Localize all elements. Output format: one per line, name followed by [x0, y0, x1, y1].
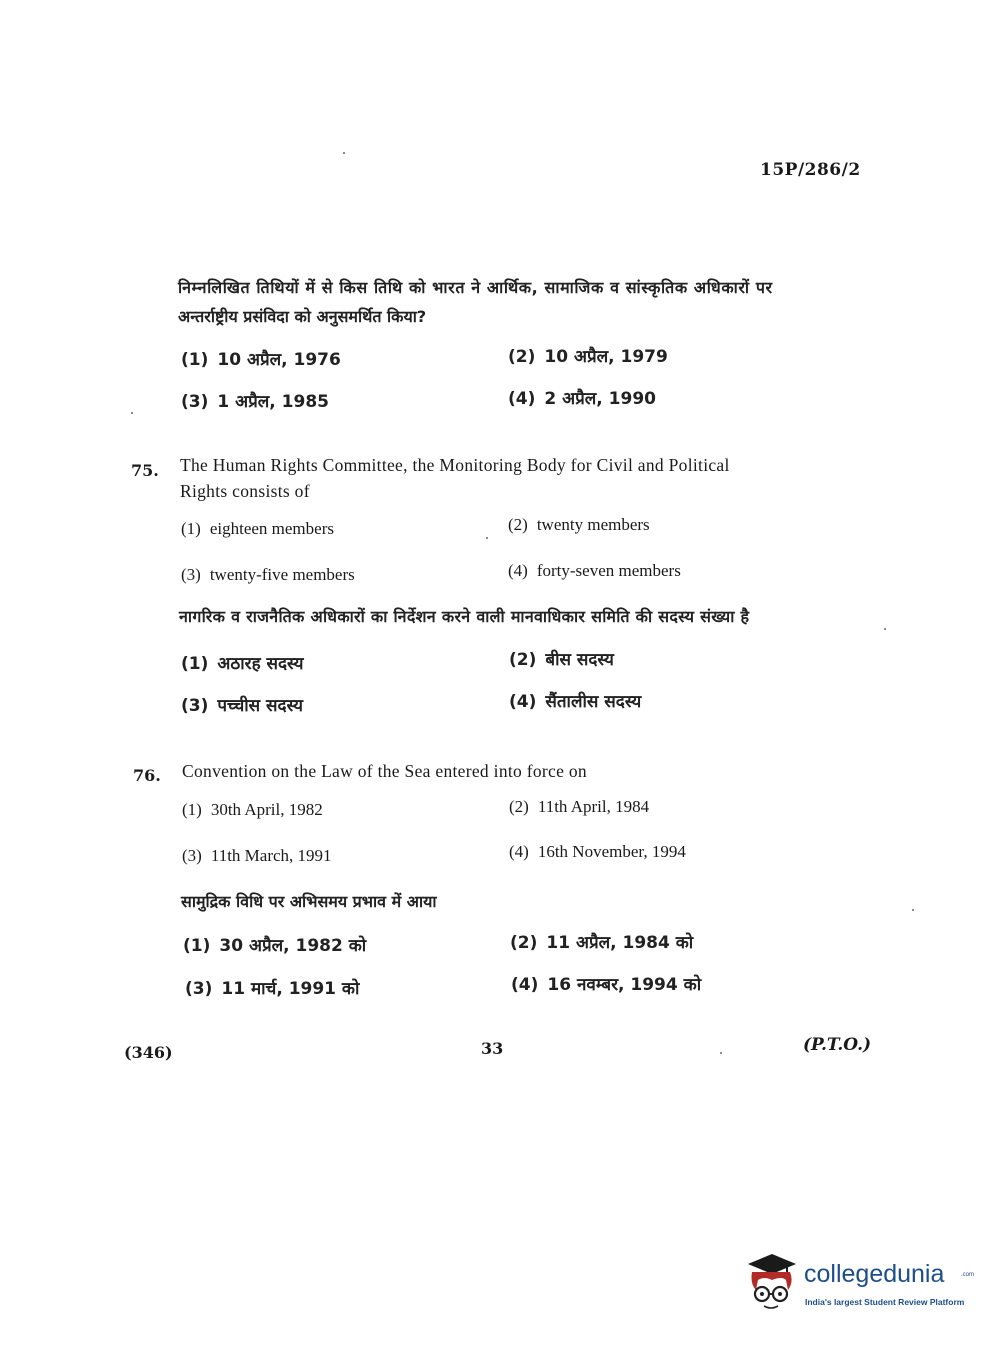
scan-speck — [486, 537, 488, 539]
scan-speck — [131, 412, 133, 414]
scan-speck — [720, 1052, 722, 1054]
q75-number: 75. — [131, 461, 159, 480]
q74-option-3: (3) 1 अप्रैल, 1985 — [181, 392, 329, 412]
q75-hindi-option-3: (3) पच्चीस सदस्य — [181, 696, 304, 716]
pto-marker: (P.T.O.) — [803, 1035, 872, 1055]
mascot-icon — [742, 1250, 800, 1312]
q76-number: 76. — [133, 766, 161, 785]
q76-option-3: (3) 11th March, 1991 — [182, 846, 332, 865]
scan-speck — [343, 152, 345, 154]
logo-domain: .com — [961, 1272, 975, 1278]
q74-option-1: (1) 10 अप्रैल, 1976 — [181, 350, 341, 370]
logo-wordmark: collegedunia — [804, 1260, 945, 1288]
scan-speck — [912, 909, 914, 911]
q74-hindi-line-2: अन्तर्राष्ट्रीय प्रसंविदा को अनुसमर्थित किया? — [178, 307, 427, 326]
q75-option-1: (1) eighteen members — [181, 519, 334, 538]
q76-question: Convention on the Law of the Sea entered into force on — [182, 761, 587, 781]
paper-code: 15P/286/2 — [760, 160, 861, 180]
q76-hindi-option-4: (4) 16 नवम्बर, 1994 को — [511, 975, 702, 995]
q74-option-2: (2) 10 अप्रैल, 1979 — [508, 347, 668, 367]
scan-speck — [884, 628, 886, 630]
q74-option-4: (4) 2 अप्रैल, 1990 — [508, 389, 656, 409]
q76-hindi-option-3: (3) 11 मार्च, 1991 को — [185, 979, 360, 999]
q76-option-1: (1) 30th April, 1982 — [182, 800, 323, 819]
q74-hindi-line-1: निम्नलिखित तिथियों में से किस तिथि को भारत ने आर्थिक, सामाजिक व सांस्कृतिक अधिकारों पर — [178, 278, 773, 297]
collegedunia-logo — [742, 1250, 975, 1320]
q75-option-4: (4) forty-seven members — [508, 561, 681, 580]
q76-hindi-question: सामुद्रिक विधि पर अभिसमय प्रभाव में आया — [181, 892, 437, 911]
q75-hindi-option-4: (4) सैंतालीस सदस्य — [509, 692, 642, 712]
q75-hindi-option-1: (1) अठारह सदस्य — [181, 654, 304, 674]
logo-tagline: India's largest Student Review Platform — [805, 1297, 965, 1307]
page-number: 33 — [481, 1039, 504, 1058]
q76-hindi-option-2: (2) 11 अप्रैल, 1984 को — [510, 933, 694, 953]
q75-option-3: (3) twenty-five members — [181, 565, 355, 584]
q75-hindi-option-2: (2) बीस सदस्य — [509, 650, 614, 670]
q75-question-line-1: The Human Rights Committee, the Monitoring Body for Civil and Political — [180, 455, 730, 475]
q76-hindi-option-1: (1) 30 अप्रैल, 1982 को — [183, 936, 367, 956]
q76-option-2: (2) 11th April, 1984 — [509, 797, 650, 816]
q76-option-4: (4) 16th November, 1994 — [509, 842, 686, 861]
q75-hindi-question: नागरिक व राजनैतिक अधिकारों का निर्देशन करने वाली मानवाधिकार समिति की सदस्य संख्या है — [179, 607, 750, 626]
q75-option-2: (2) twenty members — [508, 515, 650, 534]
q75-question-line-2: Rights consists of — [180, 481, 310, 501]
footer-code: (346) — [124, 1043, 173, 1062]
